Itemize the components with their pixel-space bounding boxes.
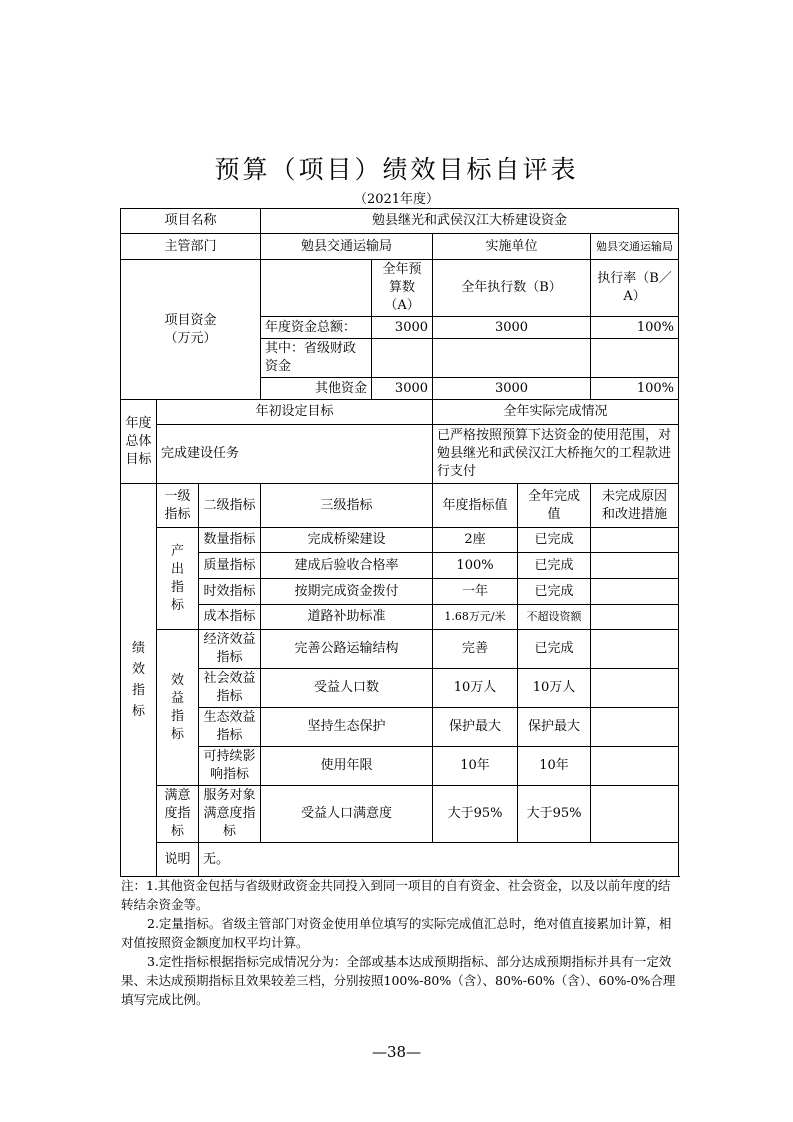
satisfaction-indicators-label: 满意 度指 标	[157, 786, 199, 843]
ind-target: 10万人	[433, 669, 518, 708]
ind-header-level2: 二级指标	[199, 484, 261, 528]
output-indicators-label: 产 出 指 标	[157, 528, 199, 630]
ind-level2: 经济效益 指标	[199, 630, 261, 669]
funds-row-total-rate: 100%	[591, 317, 679, 339]
note-3: 3.定性指标根据指标完成情况分为：全部或基本达成预期指标、部分达成预期指标并具有一定效果、未达成预期指标且效果较差三档，分别按照100%-80%（含）、80%-60%（含）、60%-0%合理填写完成比例。	[121, 954, 676, 1007]
funds-header-empty	[261, 260, 372, 317]
ind-target: 100%	[433, 553, 518, 579]
ind-level2: 服务对象 满意度指 标	[199, 786, 261, 843]
ind-level2: 社会效益 指标	[199, 669, 261, 708]
ind-header-target: 年度指标值	[433, 484, 518, 528]
dept-label: 主管部门	[121, 234, 261, 260]
funds-row-total-label: 年度资金总额：	[261, 317, 372, 339]
goals-label: 年度 总体 目标	[121, 400, 157, 484]
ind-target: 2座	[433, 528, 518, 553]
impl-label: 实施单位	[433, 234, 591, 260]
funds-row-provincial-exec	[433, 339, 591, 378]
funds-row-provincial-label: 其中：省级财政 资金	[261, 339, 372, 378]
ind-actual: 已完成	[518, 528, 591, 553]
funds-col-rate: 执行率（B／ A）	[591, 260, 679, 317]
ind-target: 10年	[433, 747, 518, 786]
remark-value: 无。	[199, 843, 679, 877]
ind-level3: 道路补助标准	[261, 605, 433, 630]
ind-level2: 数量指标	[199, 528, 261, 553]
ind-actual: 已完成	[518, 579, 591, 605]
ind-header-level1: 一级 指标	[157, 484, 199, 528]
page-number: —38—	[371, 1043, 422, 1061]
ind-actual: 10年	[518, 747, 591, 786]
ind-header-reason: 未完成原因 和改进措施	[591, 484, 679, 528]
funds-row-total-exec: 3000	[433, 317, 591, 339]
ind-target: 一年	[433, 579, 518, 605]
ind-level2: 成本指标	[199, 605, 261, 630]
ind-level3: 按期完成资金拨付	[261, 579, 433, 605]
ind-target: 保护最大	[433, 708, 518, 747]
goals-set-header: 年初设定目标	[157, 400, 433, 425]
ind-level3: 完成桥梁建设	[261, 528, 433, 553]
ind-actual: 10万人	[518, 669, 591, 708]
ind-reason	[591, 708, 679, 747]
ind-actual: 大于95%	[518, 786, 591, 843]
ind-level3: 完善公路运输结构	[261, 630, 433, 669]
ind-actual: 不超设资额	[518, 605, 591, 630]
ind-level3: 受益人口数	[261, 669, 433, 708]
funds-row-other-rate: 100%	[591, 378, 679, 400]
funds-row-provincial-budget	[372, 339, 433, 378]
ind-reason	[591, 786, 679, 843]
ind-level2: 生态效益 指标	[199, 708, 261, 747]
funds-row-other-label: 其他资金	[261, 378, 372, 400]
funds-row-other-exec: 3000	[433, 378, 591, 400]
ind-reason	[591, 669, 679, 708]
ind-actual: 已完成	[518, 553, 591, 579]
project-name-label: 项目名称	[121, 209, 261, 234]
ind-level2: 时效指标	[199, 579, 261, 605]
page-subtitle: （2021年度）	[353, 192, 440, 207]
ind-target: 完善	[433, 630, 518, 669]
project-name-value: 勉县继光和武侯汉江大桥建设资金	[261, 209, 679, 234]
ind-reason	[591, 553, 679, 579]
ind-level3: 受益人口满意度	[261, 786, 433, 843]
ind-target: 大于95%	[433, 786, 518, 843]
funds-row-other-budget: 3000	[372, 378, 433, 400]
goals-actual-header: 全年实际完成情况	[433, 400, 679, 425]
funds-row-total-budget: 3000	[372, 317, 433, 339]
evaluation-table	[120, 208, 679, 877]
ind-reason	[591, 579, 679, 605]
impl-value: 勉县交通运输局	[591, 234, 679, 260]
ind-target: 1.68万元/米	[433, 605, 518, 630]
note-2: 2.定量指标。省级主管部门对资金使用单位填写的实际完成值汇总时，绝对值直接累加计算，相对值按照资金额度加权平均计算。	[121, 916, 672, 950]
page-title: 预算（项目）绩效目标自评表	[214, 155, 579, 184]
funds-row-provincial-rate	[591, 339, 679, 378]
funds-col-exec: 全年执行数（B）	[433, 260, 591, 317]
ind-reason	[591, 747, 679, 786]
ind-level2: 质量指标	[199, 553, 261, 579]
ind-level3: 使用年限	[261, 747, 433, 786]
funds-label: 项目资金 （万元）	[121, 260, 261, 400]
ind-header-level3: 三级指标	[261, 484, 433, 528]
ind-level3: 建成后验收合格率	[261, 553, 433, 579]
remark-label: 说明	[157, 843, 199, 877]
goals-set-value: 完成建设任务	[157, 425, 433, 484]
funds-col-budget: 全年预 算数 （A）	[372, 260, 433, 317]
benefit-indicators-label: 效 益 指 标	[157, 630, 199, 786]
indicators-label: 绩 效 指 标	[121, 484, 157, 877]
ind-reason	[591, 605, 679, 630]
ind-reason	[591, 630, 679, 669]
ind-level2: 可持续影 响指标	[199, 747, 261, 786]
ind-reason	[591, 528, 679, 553]
note-1: 注：1.其他资金包括与省级财政资金共同投入到同一项目的自有资金、社会资金，以及以前年度的结转结余资金等。	[121, 878, 671, 912]
ind-header-actual: 全年完成 值	[518, 484, 591, 528]
goals-actual-value: 已严格按照预算下达资金的使用范围，对勉县继光和武侯汉江大桥拖欠的工程款进行支付	[433, 425, 679, 484]
notes	[121, 876, 681, 1009]
ind-actual: 保护最大	[518, 708, 591, 747]
dept-value: 勉县交通运输局	[261, 234, 433, 260]
ind-level3: 坚持生态保护	[261, 708, 433, 747]
ind-actual: 已完成	[518, 630, 591, 669]
